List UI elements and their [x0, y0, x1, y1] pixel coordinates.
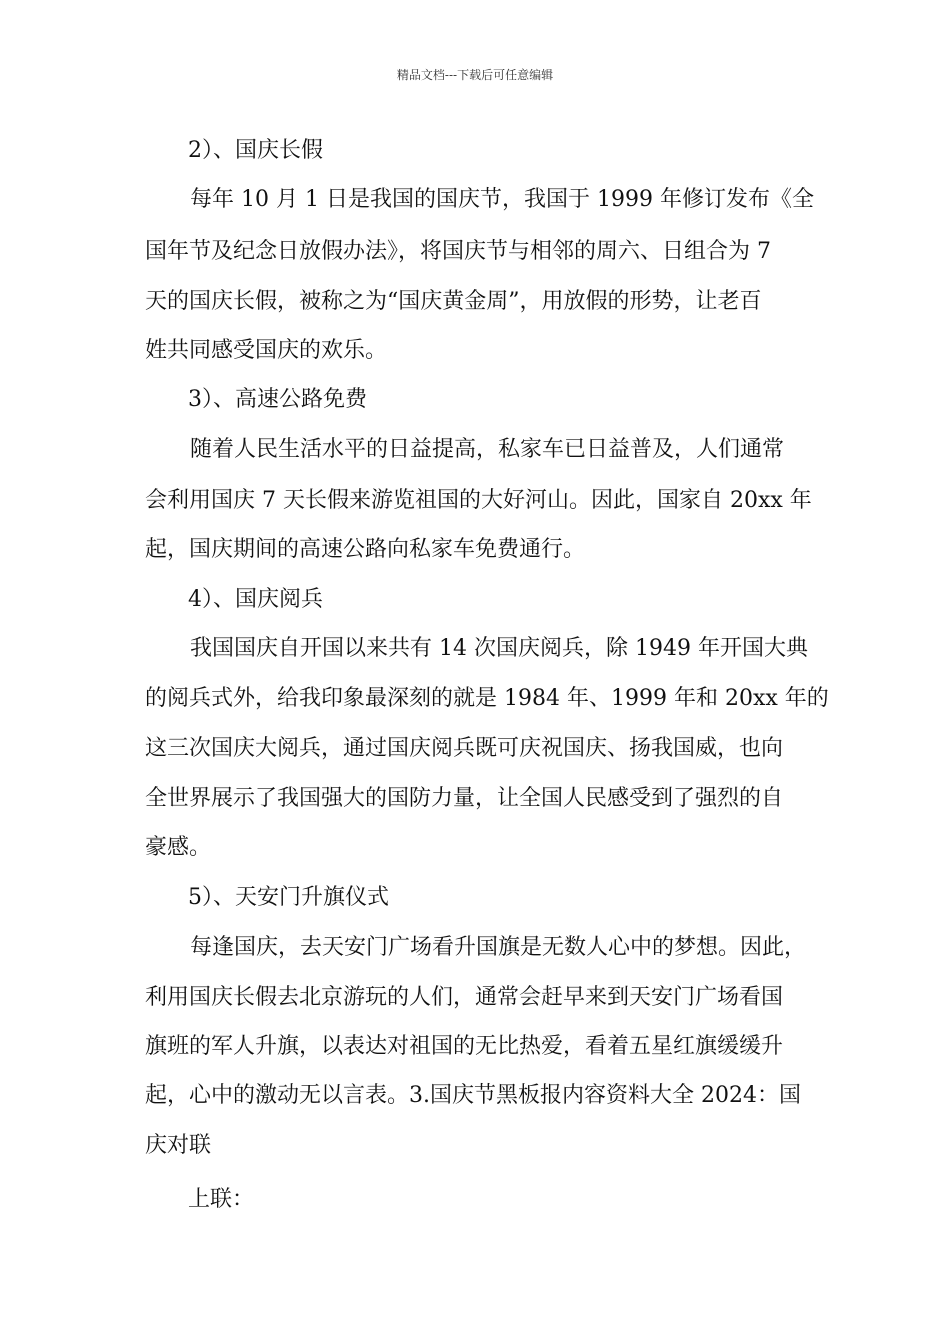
paragraph-line: 姓共同感受国庆的欢乐。 [145, 338, 388, 363]
paragraph-line: 天的国庆长假，被称之为“国庆黄金周”，用放假的形势，让老百 [145, 289, 762, 314]
page-header: 精品文档---下载后可任意编辑 [396, 68, 554, 82]
section-heading-5: 5）、天安门升旗仪式 [188, 885, 389, 910]
paragraph-line: 全世界展示了我国强大的国防力量，让全国人民感受到了强烈的自 [145, 786, 784, 811]
couplet-first-line-label: 上联： [188, 1187, 255, 1212]
section-heading-3: 3）、高速公路免费 [188, 387, 367, 412]
paragraph-line: 利用国庆长假去北京游玩的人们，通常会赶早来到天安门广场看国 [145, 985, 784, 1010]
section-heading-2: 2）、国庆长假 [188, 138, 323, 163]
paragraph-line: 国年节及纪念日放假办法》，将国庆节与相邻的周六、日组合为 7 [145, 239, 771, 264]
paragraph-line: 每逢国庆，去天安门广场看升国旗是无数人心中的梦想。因此， [190, 935, 807, 960]
paragraph-line: 随着人民生活水平的日益提高，私家车已日益普及，人们通常 [190, 437, 785, 462]
paragraph-line: 会利用国庆 7 天长假来游览祖国的大好河山。因此，国家自 20xx 年 [145, 488, 812, 513]
paragraph-line: 这三次国庆大阅兵，通过国庆阅兵既可庆祝国庆、扬我国威，也向 [145, 736, 784, 761]
paragraph-line: 我国国庆自开国以来共有 14 次国庆阅兵，除 1949 年开国大典 [190, 636, 808, 661]
paragraph-line: 的阅兵式外，给我印象最深刻的就是 1984 年、1999 年和 20xx 年的 [145, 686, 829, 711]
paragraph-line: 起，国庆期间的高速公路向私家车免费通行。 [145, 537, 586, 562]
section-heading-4: 4）、国庆阅兵 [188, 587, 323, 612]
paragraph-line: 庆对联 [145, 1133, 212, 1158]
paragraph-line: 每年 10 月 1 日是我国的国庆节，我国于 1999 年修订发布《全 [190, 187, 814, 212]
paragraph-line: 起，心中的激动无以言表。3.国庆节黑板报内容资料大全 2024：国 [145, 1083, 801, 1108]
paragraph-line: 豪感。 [145, 835, 212, 860]
paragraph-line: 旗班的军人升旗，以表达对祖国的无比热爱，看着五星红旗缓缓升 [145, 1034, 784, 1059]
